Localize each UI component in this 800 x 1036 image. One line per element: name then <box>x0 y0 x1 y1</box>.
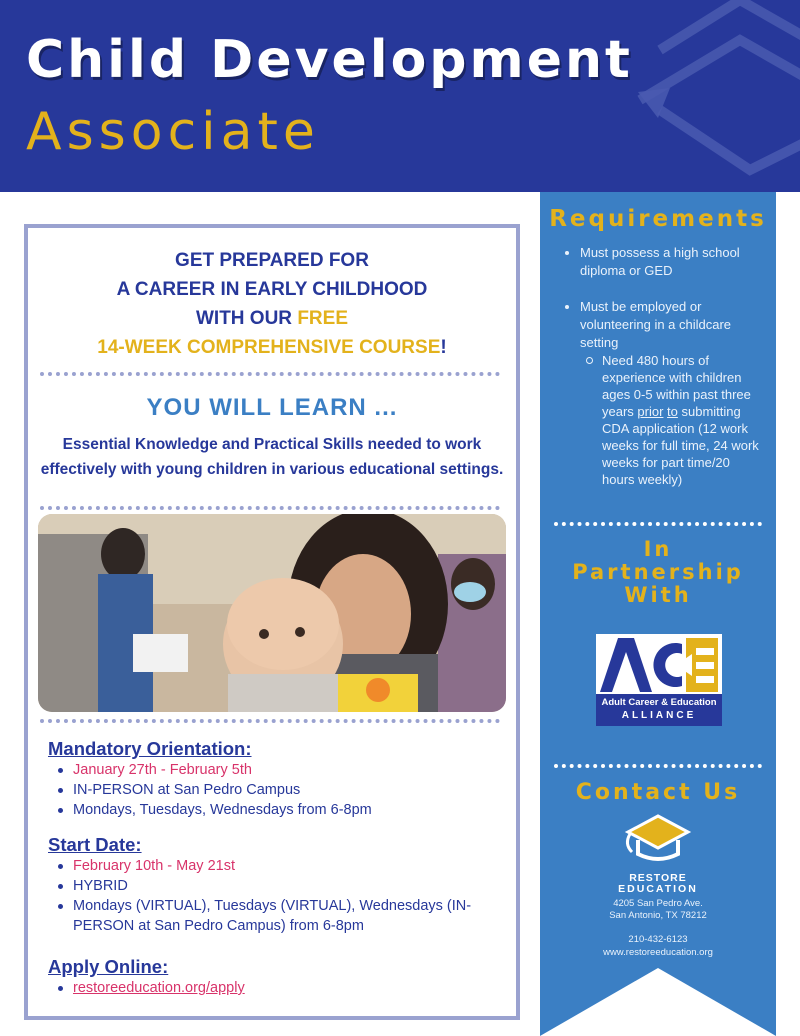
dotted-divider <box>40 506 500 510</box>
graduation-arrow-graphic <box>600 0 800 192</box>
header-banner <box>0 0 800 192</box>
restore-logo-line-2: EDUCATION <box>618 883 698 895</box>
subitem-text-2: submitting CDA application (12 work weeks for full time, 24 work weeks for part time/20 hours weekly) <box>602 404 759 487</box>
intro-line-3-text: WITH OUR <box>195 308 298 329</box>
intro-line-4 <box>28 333 516 362</box>
free-highlight: FREE <box>297 308 348 329</box>
list-item: January 27th - February 5th <box>50 760 490 780</box>
ace-logo-line-1: Adult Career & Education <box>601 697 717 708</box>
orientation-heading: Mandatory Orientation: <box>48 738 252 759</box>
ribbon-notch <box>540 968 776 1036</box>
learn-description: Essential Knowledge and Practical Skills needed to work effectively with young children in various educational settings. <box>40 436 504 478</box>
subitem-underline-1: prior <box>637 404 664 419</box>
sidebar-ribbon <box>540 192 776 1036</box>
start-date-heading: Start Date: <box>48 834 142 855</box>
dotted-divider <box>40 372 500 376</box>
course-info-card <box>24 224 520 1020</box>
list-item: February 10th - May 21st <box>50 856 490 876</box>
phone-number: 210-432-6123 <box>628 934 688 945</box>
course-length-highlight: 14-WEEK COMPREHENSIVE COURSE <box>97 337 441 358</box>
learn-heading: YOU WILL LEARN ... <box>146 394 398 421</box>
ace-logo-line-2: ALLIANCE <box>621 710 697 721</box>
dotted-divider <box>554 764 762 768</box>
address-line-2: San Antonio, TX 78212 <box>609 910 707 921</box>
intro-text <box>28 246 516 362</box>
graduation-cap-icon <box>622 812 694 868</box>
requirement-item <box>560 298 766 488</box>
page-title: Child Development <box>26 30 633 90</box>
requirement-sublist <box>580 352 766 488</box>
intro-line-3 <box>28 304 516 333</box>
partnership-line-1: In <box>643 537 673 561</box>
intro-line-1: GET PREPARED FOR <box>175 250 369 271</box>
subitem-text-1: Need 480 hours of experience with children ages 0-5 within past three years <box>602 353 751 419</box>
requirement-subitem <box>580 352 766 488</box>
list-item: IN-PERSON at San Pedro Campus <box>50 780 490 800</box>
list-item: Mondays, Tuesdays, Wednesdays from 6-8pm <box>50 800 490 820</box>
mother-and-baby-photo <box>38 514 506 712</box>
intro-line-2: A CAREER IN EARLY CHILDHOOD <box>116 279 428 300</box>
contact-heading: Contact Us <box>575 780 741 805</box>
list-item: Mondays (VIRTUAL), Tuesdays (VIRTUAL), Wednesdays (IN-PERSON at San Pedro Campus) from 6-8pm <box>50 896 490 936</box>
requirements-heading: Requirements <box>549 206 767 232</box>
apply-link[interactable]: restoreeducation.org/apply <box>50 978 490 998</box>
intro-exclamation: ! <box>440 337 447 358</box>
ace-logo-caption <box>596 694 722 726</box>
start-date-list <box>50 856 490 936</box>
address-line-1: 4205 San Pedro Ave. <box>613 898 703 909</box>
partnership-heading <box>540 538 776 607</box>
apply-list <box>50 978 490 998</box>
requirement-item: Must possess a high school diploma or GED <box>560 244 766 280</box>
partnership-line-3: With <box>624 583 692 607</box>
partnership-line-2: Partnership <box>572 560 744 584</box>
website-link[interactable]: www.restoreeducation.org <box>603 947 713 958</box>
dotted-divider <box>554 522 762 526</box>
list-item: HYBRID <box>50 876 490 896</box>
dotted-divider <box>40 719 500 723</box>
restore-logo-line-1: RESTORE <box>629 872 687 884</box>
subitem-underline-2: to <box>667 404 678 419</box>
orientation-list <box>50 760 490 820</box>
apply-heading: Apply Online: <box>48 956 169 977</box>
requirement-item-text: Must be employed or volunteering in a childcare setting <box>580 299 732 350</box>
requirements-list <box>560 244 766 488</box>
page-subtitle: Associate <box>26 102 320 162</box>
